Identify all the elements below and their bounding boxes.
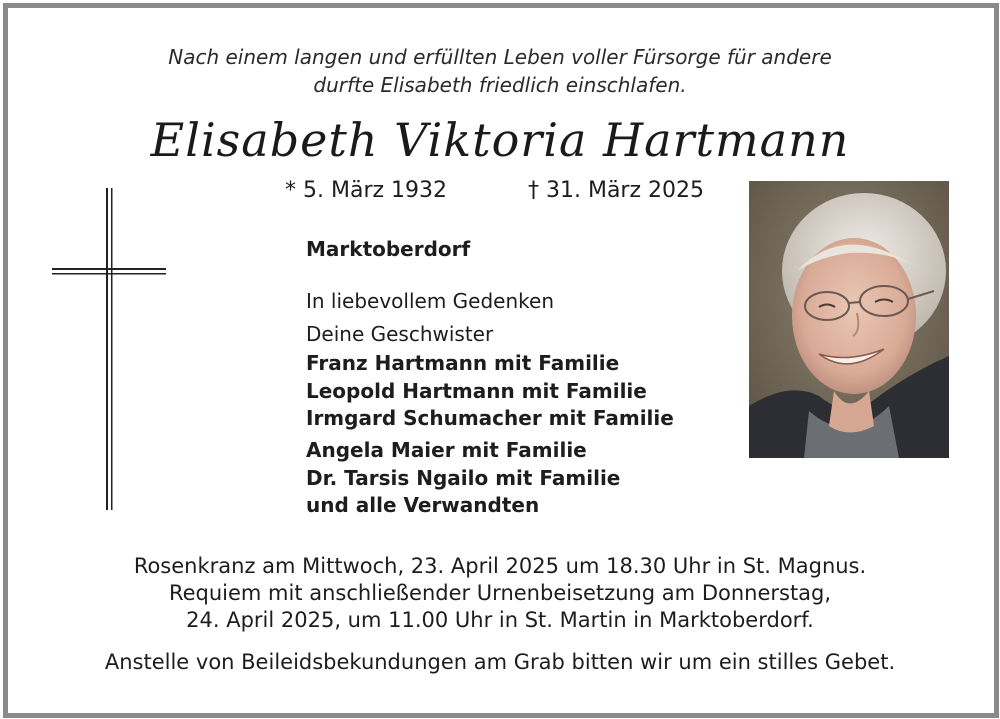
mourner-line: Dr. Tarsis Ngailo mit Familie [306, 466, 621, 490]
deceased-name: Elisabeth Viktoria Hartmann [150, 113, 850, 167]
mourner-line: Irmgard Schumacher mit Familie [306, 406, 674, 430]
death-date: † 31. März 2025 [528, 178, 705, 203]
birth-date: * 5. März 1932 [285, 178, 448, 203]
mourners-intro-1: In liebevollem Gedenken [306, 289, 555, 313]
services-line-3: 24. April 2025, um 11.00 Uhr in St. Martin in Marktoberdorf. [186, 608, 814, 632]
mourner-line: Franz Hartmann mit Familie [306, 351, 620, 375]
services-line-1: Rosenkranz am Mittwoch, 23. April 2025 um 18.30 Uhr in St. Magnus. [133, 554, 867, 578]
intro-line-1: Nach einem langen und erfüllten Leben voller Fürsorge für andere [168, 45, 832, 69]
mourner-line: Angela Maier mit Familie [306, 438, 587, 462]
mourner-line: Leopold Hartmann mit Familie [306, 379, 647, 403]
closing-line: Anstelle von Beileidsbekundungen am Grab bitten wir um ein stilles Gebet. [104, 650, 896, 674]
services-line-2: Requiem mit anschließender Urnenbeisetzung am Donnerstag, [168, 581, 832, 605]
cross-icon [50, 188, 170, 513]
place-name: Marktoberdorf [306, 237, 471, 261]
intro-line-2: durfte Elisabeth friedlich einschlafen. [313, 73, 687, 97]
intro-text [0, 43, 1000, 99]
mourner-line: und alle Verwandten [306, 493, 540, 517]
mourners-intro-2: Deine Geschwister [306, 322, 494, 346]
portrait-photo [749, 181, 949, 458]
